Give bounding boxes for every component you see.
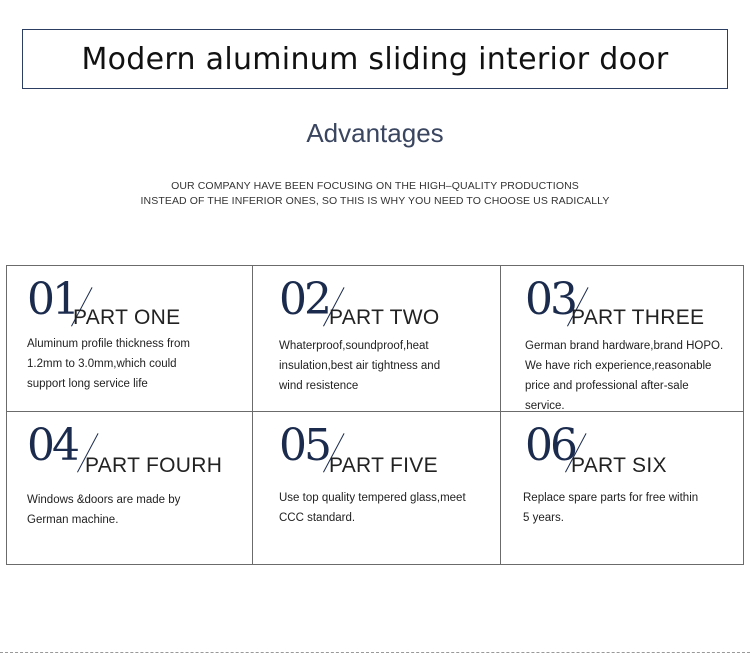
advantages-intro [0,179,750,209]
part-description [279,336,440,396]
part-description [525,336,723,416]
intro-line-1: OUR COMPANY HAVE BEEN FOCUSING ON THE HIGH–QUALITY PRODUCTIONS [171,180,579,192]
desc-line: We have rich experience,reasonable [525,360,712,372]
title-banner [22,29,728,89]
desc-line: German brand hardware,brand HOPO. [525,340,724,352]
desc-line: CCC standard. [279,512,356,524]
bottom-divider [0,652,750,653]
part-card-2 [253,266,501,412]
part-label: PART FOURH [85,454,223,477]
part-number: 04 [27,420,77,471]
desc-line: support long service life [27,378,148,390]
part-number: 06 [525,420,575,471]
desc-line: 1.2mm to 3.0mm,which could [27,358,177,370]
part-label: PART FIVE [329,454,438,477]
part-description [523,488,698,528]
part-card-6 [501,412,743,564]
desc-line: Whaterproof,soundproof,heat [279,340,429,352]
part-description [27,334,190,394]
part-card-4 [7,412,253,564]
desc-line: insulation,best air tightness and [279,360,441,372]
desc-line: Use top quality tempered glass,meet [279,492,466,504]
desc-line: Windows &doors are made by [27,494,181,506]
desc-line: German machine. [27,514,119,526]
desc-line: price and professional after-sale [525,380,689,392]
desc-line: service. [525,400,565,412]
desc-line: wind resistence [279,380,359,392]
part-description [27,490,180,530]
desc-line: Aluminum profile thickness from [27,338,190,350]
part-label: PART TWO [329,306,440,329]
advantages-heading: Advantages [306,118,444,148]
part-card-1 [7,266,253,412]
part-number: 01 [27,274,77,325]
desc-line: Replace spare parts for free within [523,492,699,504]
desc-line: 5 years. [523,512,564,524]
part-number: 02 [279,274,329,325]
part-description [279,488,466,528]
part-card-3 [501,266,743,412]
part-number: 03 [525,274,575,325]
page-title: Modern aluminum sliding interior door [81,41,669,77]
part-label: PART ONE [73,306,181,329]
part-number: 05 [279,420,329,471]
advantages-grid [6,265,744,565]
intro-line-2: INSTEAD OF THE INFERIOR ONES, SO THIS IS WHY YOU NEED TO CHOOSE US RADICALLY [140,195,610,207]
part-card-5 [253,412,501,564]
part-label: PART THREE [571,306,705,329]
part-label: PART SIX [571,454,667,477]
